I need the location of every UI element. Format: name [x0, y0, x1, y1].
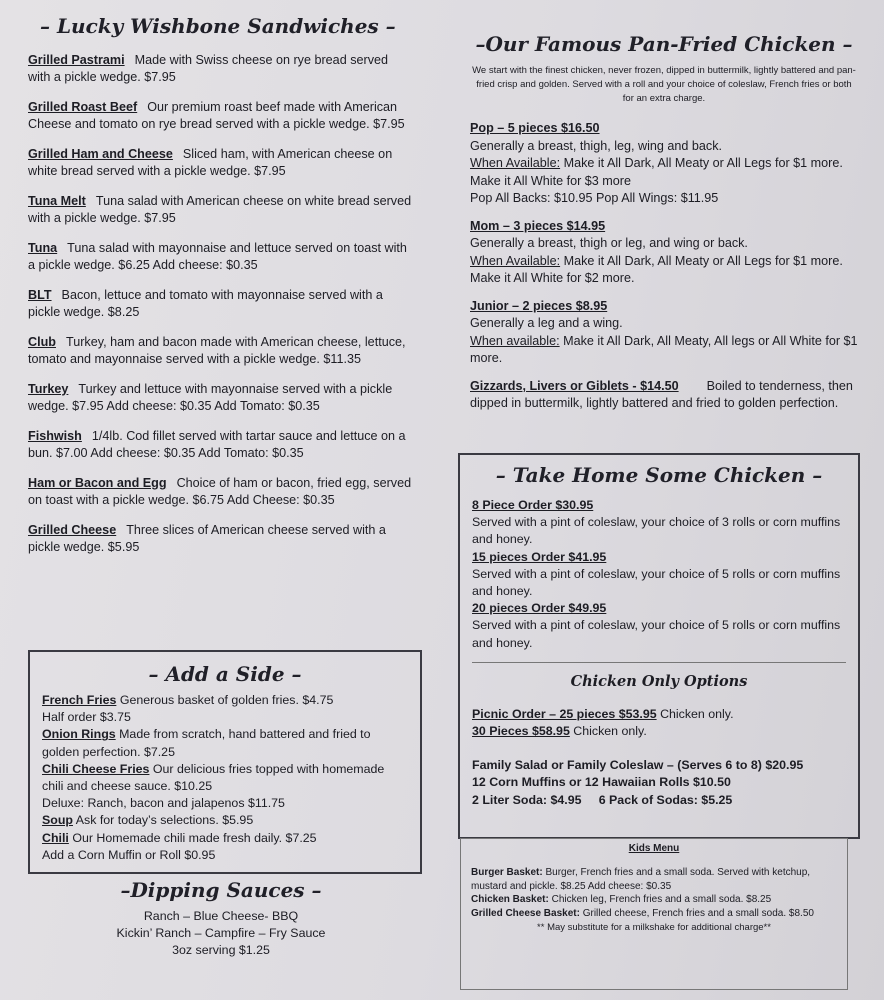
chicken-gizzards — [470, 378, 858, 413]
chicken-item-avail — [470, 253, 858, 288]
kids-grilled-cheese — [471, 907, 837, 921]
kids-item-name: Grilled Cheese Basket: — [471, 907, 580, 919]
order-name: 8 Piece Order $30.95 — [472, 498, 594, 512]
side-name: Chili Cheese Fries — [42, 761, 150, 776]
sandwich-desc: Turkey and lettuce with mayonnaise served with a pickle wedge. $7.95 Add cheese: $0.35 Add Tomato: $0.35 — [28, 382, 393, 413]
sandwiches-section — [28, 14, 413, 569]
picnic-order — [472, 706, 846, 723]
family-salad: Family Salad or Family Coleslaw – (Serves 6 to 8) $20.95 — [472, 758, 804, 773]
take-home-orders — [472, 497, 846, 652]
kids-item-desc: Grilled cheese, French fries and a small soda. $8.50 — [582, 907, 814, 919]
option-desc: Chicken only. — [660, 706, 734, 721]
chicken-item-name: Pop – 5 pieces $16.50 — [470, 121, 600, 135]
kids-item-name: Chicken Basket: — [471, 894, 549, 905]
side-name: Soup — [42, 813, 73, 828]
when-available-label: When Available: — [470, 156, 561, 170]
chicken-junior — [470, 298, 858, 368]
sandwich-item — [28, 334, 413, 368]
take-home-order — [472, 497, 846, 514]
sandwich-desc: Choice of ham or bacon, fried egg, served on toast with a pickle wedge. $6.75 Add Cheese: $0.35 — [28, 476, 412, 507]
side-name: Chili — [42, 830, 69, 845]
chicken-pop-backs: Pop All Backs: $10.95 Pop All Wings: $11.95 — [470, 191, 719, 205]
sandwich-desc: Sliced ham, with American cheese on white bread served with a pickle wedge. $7.95 — [28, 147, 393, 178]
when-available-text: Make it All Dark, All Meaty or All Legs for $1 more. Make it All White for $3 more — [470, 156, 843, 188]
sandwich-desc: Tuna salad with mayonnaise and lettuce served on toast with a pickle wedge. $6.25 Add cheese: $0.35 — [28, 241, 407, 272]
sandwich-name: Fishwish — [28, 429, 82, 443]
chicken-item-desc: Generally a breast, thigh or leg, and wing or back. — [470, 236, 748, 250]
sandwich-desc: Tuna salad with American cheese on white bread served with a pickle wedge. $7.95 — [28, 194, 412, 225]
sandwich-name: Turkey — [28, 382, 69, 396]
when-available-text: Make it All Dark, All Meaty, All legs or All White for $1 more. — [470, 333, 858, 365]
chicken-intro: We start with the finest chicken, never frozen, dipped in buttermilk, lightly battered and pan-fried crisp and golden. Served with a roll and your choice of coleslaw, French fries or both for an extra charge. — [472, 65, 856, 104]
side-half-order: Half order $3.75 — [42, 710, 131, 725]
sandwich-item — [28, 522, 413, 556]
sandwich-name: BLT — [28, 288, 52, 302]
dipping-line: Ranch – Blue Cheese- BBQ — [143, 909, 299, 923]
sandwich-name: Grilled Pastrami — [28, 53, 125, 67]
chicken-item-avail — [470, 155, 858, 190]
when-available-text: Make it All Dark, All Meaty or All Legs for $1 more. Make it All White for $2 more. — [470, 253, 843, 285]
sandwich-name: Grilled Ham and Cheese — [28, 147, 173, 161]
chicken-title: –Our Famous Pan-Fried Chicken – — [475, 32, 853, 56]
kids-chicken — [471, 893, 837, 907]
chicken-section — [470, 32, 858, 423]
sandwich-item — [28, 428, 413, 462]
kids-item-desc: Chicken leg, French fries and a small soda. $8.25 — [551, 894, 772, 905]
sandwich-item — [28, 240, 413, 274]
chicken-item-name: Mom – 3 pieces $14.95 — [470, 218, 606, 233]
chicken-only-title: Chicken Only Options — [570, 672, 748, 690]
chicken-item-avail — [470, 333, 858, 368]
order-desc: Served with a pint of coleslaw, your choice of 5 rolls or corn muffins and honey. — [472, 618, 841, 650]
sandwich-item — [28, 146, 413, 180]
sandwich-name: Ham or Bacon and Egg — [28, 476, 167, 490]
side-corn-muffin: Add a Corn Muffin or Roll $0.95 — [42, 847, 216, 862]
when-available-label: When Available: — [470, 253, 561, 268]
side-desc: Our Homemade chili made fresh daily. $7.25 — [72, 830, 317, 845]
sandwich-desc: Made with Swiss cheese on rye bread served with a pickle wedge. $7.95 — [28, 53, 388, 84]
take-home-order — [472, 549, 846, 566]
sandwich-desc: Turkey, ham and bacon made with American cheese, lettuce, tomato and mayonnaise served with a pickle wedge. $11.35 — [28, 335, 406, 366]
chicken-item-name: Gizzards, Livers or Giblets - $14.50 — [470, 378, 679, 393]
sandwich-item — [28, 193, 413, 227]
sandwich-list — [28, 52, 413, 556]
sandwich-item — [28, 475, 413, 509]
side-soup — [42, 812, 408, 829]
sandwich-item — [28, 99, 413, 133]
sandwich-name: Tuna Melt — [28, 194, 86, 208]
sandwich-desc: 1/4lb. Cod fillet served with tartar sauce and lettuce on a bun. $7.00 Add cheese: $0.35 Add Tomato: $0.35 — [28, 429, 406, 460]
option-name: Picnic Order – 25 pieces $53.95 — [472, 706, 657, 721]
dipping-sauces-section — [96, 878, 346, 959]
side-desc: Generous basket of golden fries. $4.75 — [119, 693, 334, 707]
sandwich-item — [28, 287, 413, 321]
take-home-title: – Take Home Some Chicken – — [495, 463, 823, 487]
sandwich-name: Grilled Roast Beef — [28, 100, 138, 114]
dipping-sauces-title: –Dipping Sauces – — [120, 878, 322, 902]
option-desc: Chicken only. — [573, 724, 647, 739]
chicken-mom — [470, 218, 858, 288]
sandwich-name: Grilled Cheese — [28, 523, 117, 537]
corn-muffins: 12 Corn Muffins or 12 Hawaiian Rolls $10.50 — [472, 775, 731, 790]
add-a-side-box — [28, 650, 422, 874]
sandwich-name: Club — [28, 335, 56, 349]
side-desc: Our delicious fries topped with homemade chili and cheese sauce. $10.25 — [42, 761, 385, 794]
take-home-box — [458, 453, 860, 839]
kids-burger — [471, 866, 837, 893]
kids-menu-box — [460, 838, 848, 990]
chicken-item-desc: Boiled to tenderness, then dipped in buttermilk, lightly battered and fried to golden perfection. — [470, 378, 853, 410]
sandwich-desc: Our premium roast beef made with American Cheese and tomato on rye bread served with a pickle wedge. $7.95 — [28, 100, 405, 131]
sandwiches-title: – Lucky Wishbone Sandwiches – — [40, 14, 396, 38]
kids-menu-title: Kids Menu — [628, 843, 680, 854]
side-desc: Ask for today’s selections. $5.95 — [75, 813, 254, 828]
kids-item-desc: Burger, French fries and a small soda. Served with ketchup, mustard and pickle. $8.25 Add cheese: $0.35 — [471, 867, 811, 892]
side-desc: Made from scratch, hand battered and fried to golden perfection. $7.25 — [42, 727, 371, 759]
kids-item-name: Burger Basket: — [471, 867, 543, 878]
thirty-pieces — [472, 723, 846, 740]
chicken-item-desc: Generally a breast, thigh, leg, wing and back. — [470, 138, 723, 153]
add-a-side-title: – Add a Side – — [148, 662, 302, 686]
sodas: 2 Liter Soda: $4.95 6 Pack of Sodas: $5.25 — [472, 792, 733, 807]
dipping-price: 3oz serving $1.25 — [172, 943, 270, 957]
chicken-item-name: Junior – 2 pieces $8.95 — [470, 298, 608, 313]
option-name: 30 Pieces $58.95 — [472, 724, 570, 739]
dipping-line: Kickin’ Ranch – Campfire – Fry Sauce — [116, 926, 326, 940]
side-chili — [42, 830, 408, 847]
sandwich-item — [28, 381, 413, 415]
sandwich-item — [28, 52, 413, 86]
chicken-item-desc: Generally a leg and a wing. — [470, 316, 623, 330]
order-name: 15 pieces Order $41.95 — [472, 549, 607, 564]
side-onion-rings — [42, 726, 408, 760]
sandwich-name: Tuna — [28, 241, 58, 255]
when-available-label: When available: — [470, 333, 560, 348]
chicken-pop — [470, 120, 858, 208]
order-name: 20 pieces Order $49.95 — [472, 601, 607, 616]
side-name: French Fries — [42, 693, 117, 707]
sandwich-desc: Three slices of American cheese served with a pickle wedge. $5.95 — [28, 523, 386, 554]
sandwich-desc: Bacon, lettuce and tomato with mayonnaise served with a pickle wedge. $8.25 — [28, 288, 383, 319]
side-deluxe: Deluxe: Ranch, bacon and jalapenos $11.75 — [42, 796, 285, 811]
side-french-fries — [42, 692, 408, 709]
side-chili-cheese-fries — [42, 761, 408, 795]
kids-note: ** May substitute for a milkshake for additional charge** — [537, 922, 771, 933]
order-desc: Served with a pint of coleslaw, your choice of 3 rolls or corn muffins and honey. — [472, 515, 841, 547]
take-home-order — [472, 600, 846, 617]
order-desc: Served with a pint of coleslaw, your choice of 5 rolls or corn muffins and honey. — [472, 566, 841, 599]
side-name: Onion Rings — [42, 727, 116, 742]
divider — [472, 662, 846, 663]
